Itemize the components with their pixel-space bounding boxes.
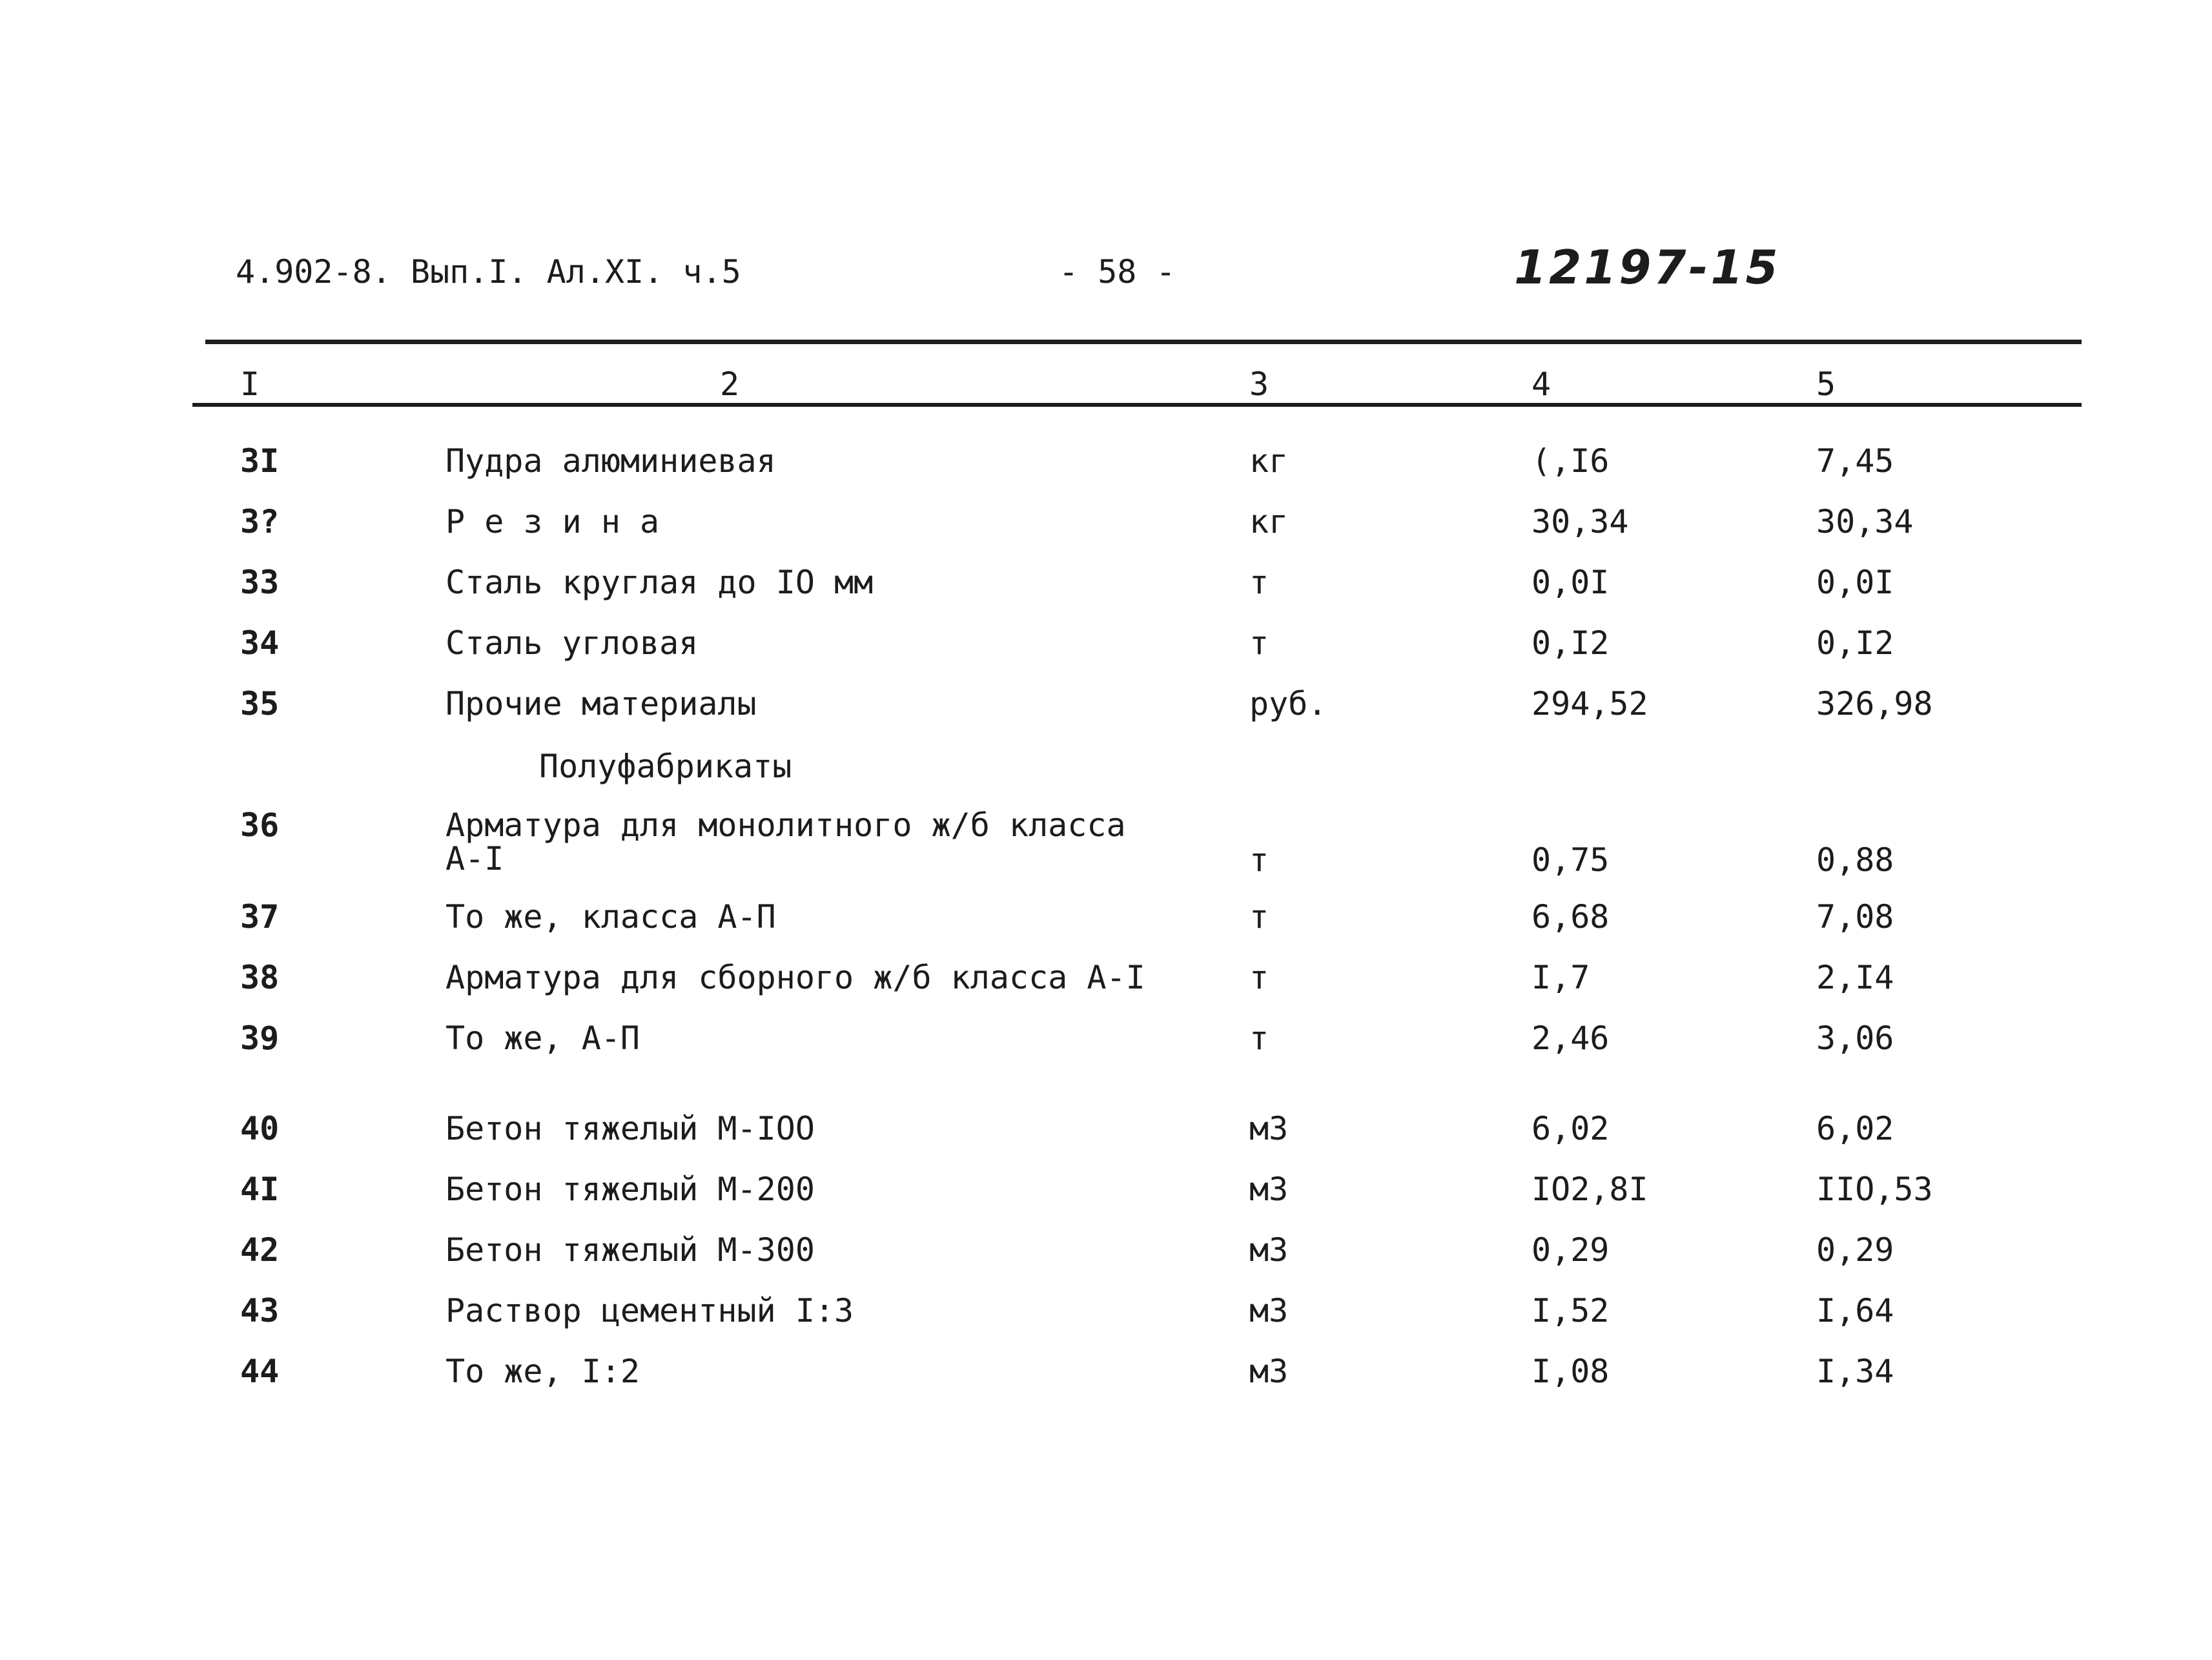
row-number: 43 xyxy=(240,1292,280,1329)
value-col5: 0,29 xyxy=(1816,1231,1894,1269)
value-col5: 0,I2 xyxy=(1816,624,1894,662)
row-number: 44 xyxy=(240,1353,280,1390)
value-col4: 0,75 xyxy=(1531,841,1610,879)
column-header-5: 5 xyxy=(1816,365,1836,403)
row-number: 33 xyxy=(240,564,280,601)
row-number: 35 xyxy=(240,685,280,722)
value-col5: 326,98 xyxy=(1816,685,1933,722)
value-col4: I,52 xyxy=(1531,1292,1610,1329)
value-col5: 3,06 xyxy=(1816,1020,1894,1057)
row-number: 37 xyxy=(240,898,280,936)
value-col5: IIO,53 xyxy=(1816,1171,1933,1208)
top-divider xyxy=(205,340,2082,344)
unit: руб. xyxy=(1249,685,1327,722)
unit: м3 xyxy=(1249,1110,1289,1147)
value-col4: I,08 xyxy=(1531,1353,1610,1390)
material-name: Сталь круглая до IO мм xyxy=(445,564,874,601)
unit: т xyxy=(1249,841,1269,879)
value-col4: 294,52 xyxy=(1531,685,1648,722)
value-col4: I,7 xyxy=(1531,959,1590,996)
section-title: Полуфабрикаты xyxy=(539,748,792,785)
row-number: 34 xyxy=(240,624,280,662)
unit: т xyxy=(1249,959,1269,996)
material-name: Пудра алюминиевая xyxy=(445,442,776,480)
material-name: То же, А-П xyxy=(445,1020,640,1057)
material-name: Раствор цементный I:3 xyxy=(445,1292,854,1329)
column-header-1: I xyxy=(240,365,260,403)
value-col4: 2,46 xyxy=(1531,1020,1610,1057)
value-col5: I,64 xyxy=(1816,1292,1894,1329)
value-col4: 0,I2 xyxy=(1531,624,1610,662)
value-col5: 2,I4 xyxy=(1816,959,1894,996)
material-name: Бетон тяжелый М-300 xyxy=(445,1231,815,1269)
unit: м3 xyxy=(1249,1171,1289,1208)
material-name: То же, I:2 xyxy=(445,1353,640,1390)
column-header-3: 3 xyxy=(1249,365,1269,403)
value-col4: 6,68 xyxy=(1531,898,1610,936)
value-col4: 0,0I xyxy=(1531,564,1610,601)
unit: т xyxy=(1249,898,1269,936)
value-col4: IO2,8I xyxy=(1531,1171,1648,1208)
page-number: - 58 - xyxy=(1059,253,1176,291)
archive-number-handwritten: 12197-15 xyxy=(1514,240,1781,294)
row-number: 3? xyxy=(240,503,280,540)
value-col5: 7,08 xyxy=(1816,898,1894,936)
row-number: 36 xyxy=(240,806,280,844)
value-col4: 30,34 xyxy=(1531,503,1629,540)
unit: м3 xyxy=(1249,1353,1289,1390)
value-col5: 7,45 xyxy=(1816,442,1894,480)
material-name: Сталь угловая xyxy=(445,624,699,662)
unit: м3 xyxy=(1249,1231,1289,1269)
material-name-line: А-I xyxy=(445,840,504,877)
unit: м3 xyxy=(1249,1292,1289,1329)
unit: т xyxy=(1249,1020,1269,1057)
value-col5: 6,02 xyxy=(1816,1110,1894,1147)
value-col5: 0,0I xyxy=(1816,564,1894,601)
value-col4: 0,29 xyxy=(1531,1231,1610,1269)
header-divider xyxy=(192,403,2082,407)
material-name: Бетон тяжелый М-IOO xyxy=(445,1110,815,1147)
row-number: 42 xyxy=(240,1231,280,1269)
material-name: Прочие материалы xyxy=(445,685,757,722)
value-col4: 6,02 xyxy=(1531,1110,1610,1147)
value-col5: I,34 xyxy=(1816,1353,1894,1390)
row-number: 4I xyxy=(240,1171,280,1208)
value-col5: 30,34 xyxy=(1816,503,1914,540)
material-name: То же, класса А-П xyxy=(445,898,776,936)
row-number: 38 xyxy=(240,959,280,996)
material-name xyxy=(445,808,1126,876)
row-number: 3I xyxy=(240,442,280,480)
document-code: 4.902-8. Вып.I. Ал.XI. ч.5 xyxy=(236,253,741,291)
value-col4: (,I6 xyxy=(1531,442,1610,480)
row-number: 39 xyxy=(240,1020,280,1057)
material-name: Бетон тяжелый М-200 xyxy=(445,1171,815,1208)
material-name-line: Арматура для монолитного ж/б класса xyxy=(445,806,1126,844)
unit: т xyxy=(1249,624,1269,662)
value-col5: 0,88 xyxy=(1816,841,1894,879)
column-header-4: 4 xyxy=(1531,365,1551,403)
unit: кг xyxy=(1249,503,1289,540)
unit: т xyxy=(1249,564,1269,601)
material-name: Арматура для сборного ж/б класса А-I xyxy=(445,959,1145,996)
unit: кг xyxy=(1249,442,1289,480)
material-name: Р е з и н а xyxy=(445,503,660,540)
row-number: 40 xyxy=(240,1110,280,1147)
column-header-2: 2 xyxy=(720,365,740,403)
